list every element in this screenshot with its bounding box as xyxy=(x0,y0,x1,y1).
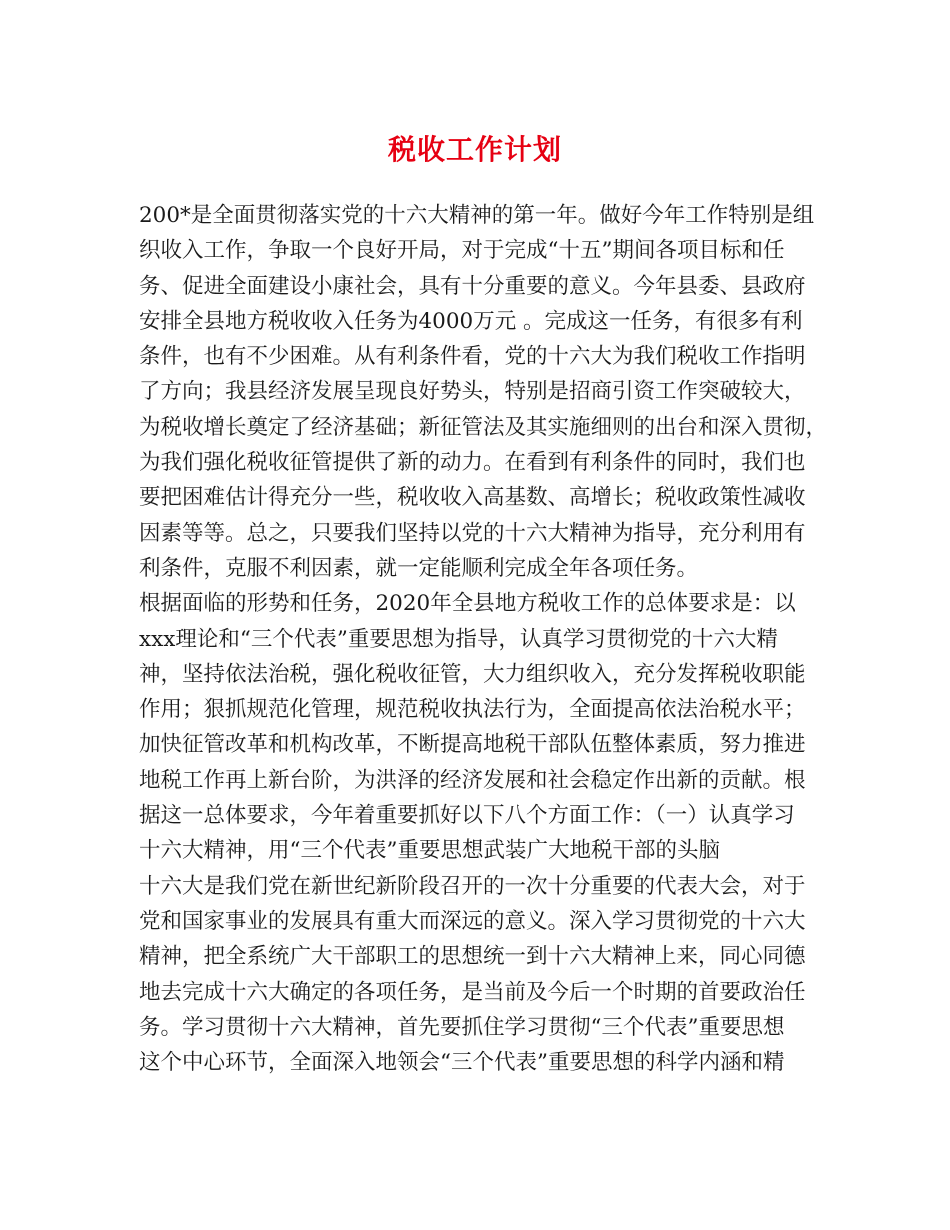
text-line: 地税工作再上新台阶，为洪泽的经济发展和社会稳定作出新的贡献。根 xyxy=(139,767,806,793)
document-title: 税收工作计划 xyxy=(387,133,562,166)
text-line: 织收入工作，争取一个良好开局，对于完成“十五”期间各项目标和任 xyxy=(139,238,785,264)
text-line: 200*是全面贯彻落实党的十六大精神的第一年。做好今年工作特别是组 xyxy=(139,203,815,228)
text-line: 务。学习贯彻十六大精神，首先要抓住学习贯彻“三个代表”重要思想 xyxy=(139,1014,785,1040)
text-line: 这个中心环节，全面深入地领会“三个代表”重要思想的科学内涵和精 xyxy=(139,1050,785,1076)
text-line: 精神，把全系统广大干部职工的思想统一到十六大精神上来，同心同德 xyxy=(139,944,806,970)
text-line: 为我们强化税收征管提供了新的动力。在看到有利条件的同时，我们也 xyxy=(139,450,806,476)
text-line: 因素等等。总之，只要我们坚持以党的十六大精神为指导，充分利用有 xyxy=(139,520,806,546)
text-line: 十六大精神，用“三个代表”重要思想武装广大地税干部的头脑 xyxy=(139,838,720,864)
text-line: 作用；狠抓规范化管理，规范税收执法行为，全面提高依法治税水平； xyxy=(139,697,806,723)
text-line: 安排全县地方税收收入任务为4000万元 。完成这一任务，有很多有利 xyxy=(139,308,803,334)
text-line: 据这一总体要求，今年着重要抓好以下八个方面工作：（一）认真学习 xyxy=(139,803,795,829)
text-line: 为税收增长奠定了经济基础；新征管法及其实施细则的出台和深入贯彻， xyxy=(139,414,828,440)
text-line: 要把困难估计得充分一些，税收收入高基数、高增长；税收政策性减收 xyxy=(139,485,806,511)
text-line: 根据面临的形势和任务，2020年全县地方税收工作的总体要求是：以 xyxy=(139,591,796,617)
text-line: 地去完成十六大确定的各项任务，是当前及今后一个时期的首要政治任 xyxy=(139,979,806,1005)
text-line: 了方向；我县经济发展呈现良好势头，特别是招商引资工作突破较大， xyxy=(139,379,806,405)
document-body xyxy=(139,198,828,1080)
text-line: 务、促进全面建设小康社会，具有十分重要的意义。今年县委、县政府 xyxy=(139,273,806,299)
text-line: 党和国家事业的发展具有重大而深远的意义。深入学习贯彻党的十六大 xyxy=(139,908,806,934)
text-line: 利条件，克服不利因素，就一定能顺利完成全年各项任务。 xyxy=(139,555,699,581)
text-line: 神，坚持依法治税，强化税收征管，大力组织收入，充分发挥税收职能 xyxy=(139,661,806,687)
text-line: 加快征管改革和机构改革，不断提高地税干部队伍整体素质，努力推进 xyxy=(139,732,806,758)
text-line: 条件，也有不少困难。从有利条件看，党的十六大为我们税收工作指明 xyxy=(139,344,806,370)
text-line: xxx理论和“三个代表”重要思想为指导，认真学习贯彻党的十六大精 xyxy=(139,626,778,652)
text-line: 十六大是我们党在新世纪新阶段召开的一次十分重要的代表大会，对于 xyxy=(139,873,806,899)
